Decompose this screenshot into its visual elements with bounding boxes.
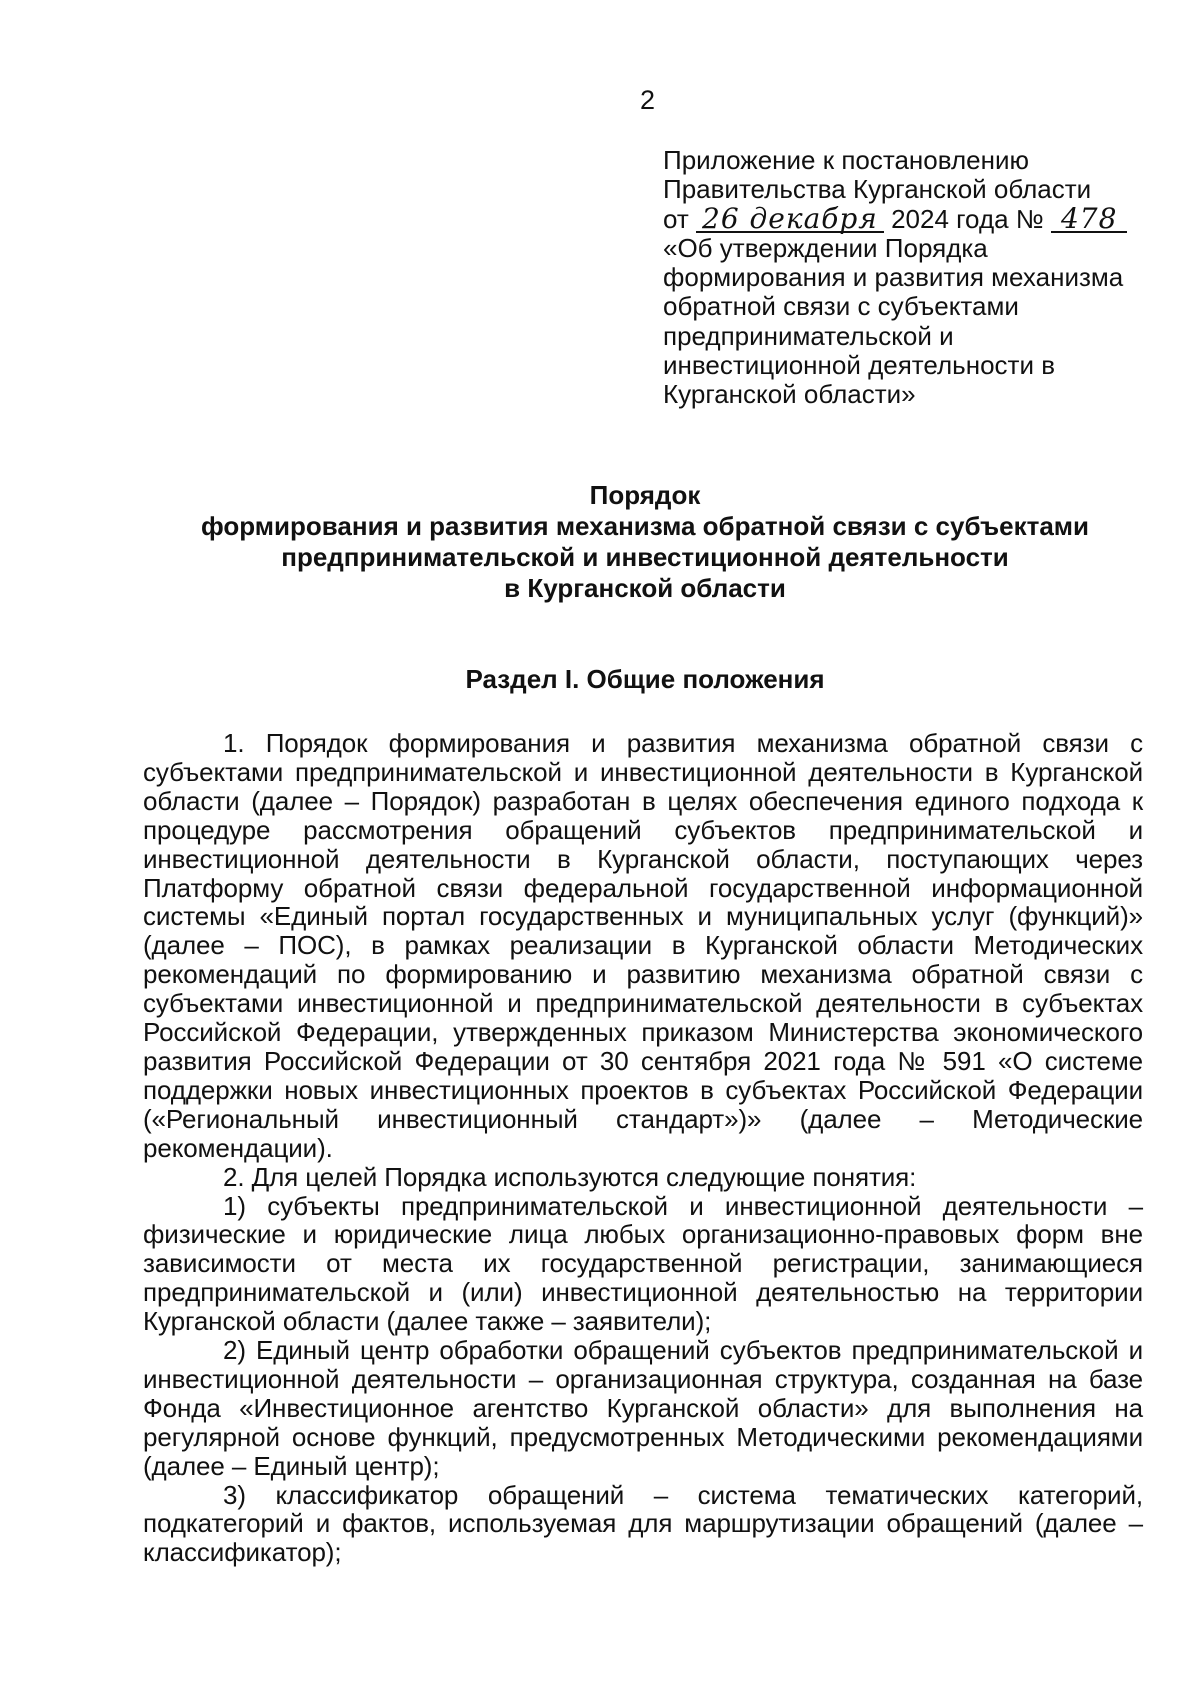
handwritten-number: 478	[1051, 207, 1127, 233]
appendix-line: обратной связи с субъектами	[663, 291, 1019, 322]
appendix-line: предпринимательской и	[663, 320, 954, 351]
title-line: формирования и развития механизма обратной связи с субъектами	[200, 511, 1090, 541]
date-prefix: от	[663, 203, 689, 234]
handwritten-date: 26 декабря	[696, 207, 884, 233]
section-title: Раздел I. Общие положения	[465, 664, 825, 694]
appendix-line: Курганской области»	[663, 379, 916, 410]
year-text: 2024 года №	[891, 203, 1044, 234]
appendix-line: Приложение к постановлению	[663, 145, 1029, 175]
appendix-line: Правительства Курганской области	[663, 174, 1092, 205]
appendix-line: формирования и развития механизма	[663, 262, 1124, 293]
paragraph: 2) Единый центр обработки обращений субъектов предпринимательской и инвестиционной деятельности – организационная структура, созданная на базе Фонда «Инвестиционное агентство Курганской области» для выполнения на регулярной основе функций, предусмотренных Методическими рекомендациями (далее – Единый центр);	[143, 1335, 1143, 1481]
paragraph: 1. Порядок формирования и развития механизма обратной связи с субъектами предпринимательской и инвестиционной деятельности в Курганской области (далее – Порядок) разработан в целях обеспечения единого подхода к процедуре рассмотрения обращений субъектов предпринимательской и инвестиционной деятельности в Курганской области, поступающих через Платформу обратной связи федеральной государственной информационной системы «Единый портал государственных и муниципальных услуг (функций)» (далее – ПОС), в рамках реализации в Курганской области Методических рекомендаций по формированию и развитию механизма обратной связи с субъектами инвестиционной и предпринимательской деятельности в субъектах Российской Федерации, утвержденных приказом Министерства экономического развития Российской Федерации от 30 сентября 2021 года № 591 «О системе поддержки новых инвестиционных проектов в субъектах Российской Федерации («Региональный инвестиционный стандарт»)» (далее – Методические рекомендации).	[143, 728, 1143, 1163]
appendix-line: «Об утверждении Порядка	[663, 232, 988, 263]
title-line: предпринимательской и инвестиционной деятельности	[281, 542, 1009, 572]
appendix-line: инвестиционной деятельности в	[663, 350, 1056, 381]
appendix-date-line	[663, 201, 1163, 235]
appendix-header	[663, 146, 1163, 410]
title-line: Порядок	[589, 480, 701, 510]
page-number: 2	[640, 85, 656, 115]
paragraph: 2. Для целей Порядка используются следующие понятия:	[223, 1161, 917, 1192]
paragraph: 3) классификатор обращений – система тематических категорий, подкатегорий и фактов, используемая для маршрутизации обращений (далее – классификатор);	[143, 1479, 1143, 1568]
title-line: в Курганской области	[504, 573, 786, 603]
paragraph: 1) субъекты предпринимательской и инвестиционной деятельности – физические и юридические лица любых организационно-правовых форм вне зависимости от места их государственной регистрации, занимающиеся предпринимательской и (или) инвестиционной деятельностью на территории Курганской области (далее также – заявители);	[143, 1190, 1143, 1337]
document-body	[143, 729, 1143, 1567]
document-title	[130, 480, 1160, 604]
